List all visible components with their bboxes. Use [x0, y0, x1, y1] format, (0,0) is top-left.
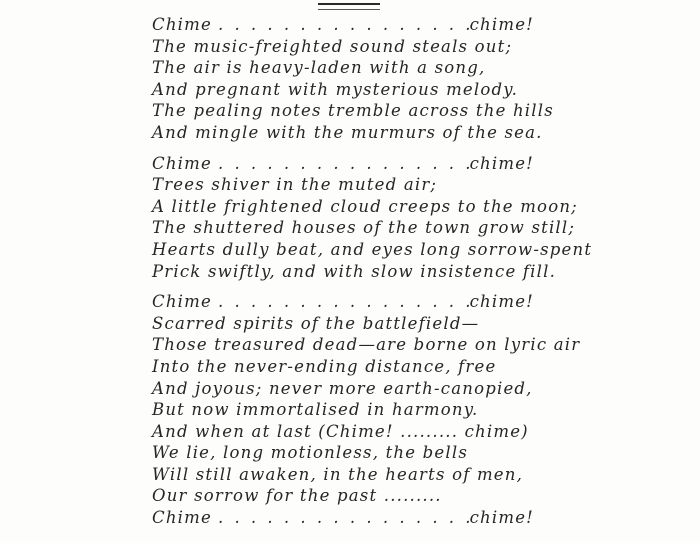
verse-line: Into the never-ending distance, free	[152, 356, 497, 376]
verse-line: The air is heavy-laden with a song,	[152, 58, 486, 78]
verse-line: The pealing notes tremble across the hills	[152, 101, 554, 121]
stanza-3	[152, 291, 622, 529]
verse-line: And mingle with the murmurs of the sea.	[152, 122, 543, 142]
refrain-start: Chime	[152, 508, 212, 528]
verse-line: And pregnant with mysterious melody.	[152, 79, 519, 99]
refrain-end: chime!	[469, 508, 534, 528]
top-ornament-rule	[318, 3, 380, 10]
refrain-start: Chime	[152, 153, 212, 173]
closing-refrain-line	[152, 507, 534, 529]
poem	[152, 14, 622, 529]
refrain-line	[152, 14, 534, 36]
refrain-end: chime!	[469, 292, 534, 312]
verse-line: The shuttered houses of the town grow still;	[152, 218, 576, 238]
refrain-end: chime!	[469, 153, 534, 173]
verse-line: And joyous; never more earth-canopied,	[152, 378, 533, 398]
refrain-start: Chime	[152, 15, 212, 34]
refrain-leader-dots	[212, 14, 470, 36]
verse-line: Will still awaken, in the hearts of men,	[152, 464, 524, 484]
refrain-start: Chime	[152, 292, 212, 312]
refrain-leader-dots	[212, 291, 470, 313]
verse-line: Our sorrow for the past .........	[152, 486, 442, 506]
verse-line: But now immortalised in harmony.	[152, 400, 479, 420]
verse-line: We lie, long motionless, the bells	[152, 443, 469, 463]
verse-line: The music-freighted sound steals out;	[152, 36, 513, 56]
refrain-line	[152, 153, 534, 175]
verse-line: Scarred spirits of the battlefield—	[152, 313, 480, 333]
verse-line: A little frightened cloud creeps to the moon;	[152, 196, 578, 216]
refrain-leader-dots	[212, 507, 470, 529]
refrain-end: chime!	[469, 15, 534, 34]
refrain-leader-dots	[212, 153, 470, 175]
verse-line: Those treasured dead—are borne on lyric air	[152, 335, 581, 355]
verse-line: Trees shiver in the muted air;	[152, 175, 438, 195]
verse-line: Prick swiftly, and with slow insistence fill.	[152, 261, 557, 281]
stanza-1	[152, 14, 622, 144]
stanza-2	[152, 153, 622, 283]
verse-line: And when at last (Chime! ......... chime)	[152, 421, 529, 441]
verse-line: Hearts dully beat, and eyes long sorrow-spent	[152, 239, 593, 259]
refrain-line	[152, 291, 534, 313]
